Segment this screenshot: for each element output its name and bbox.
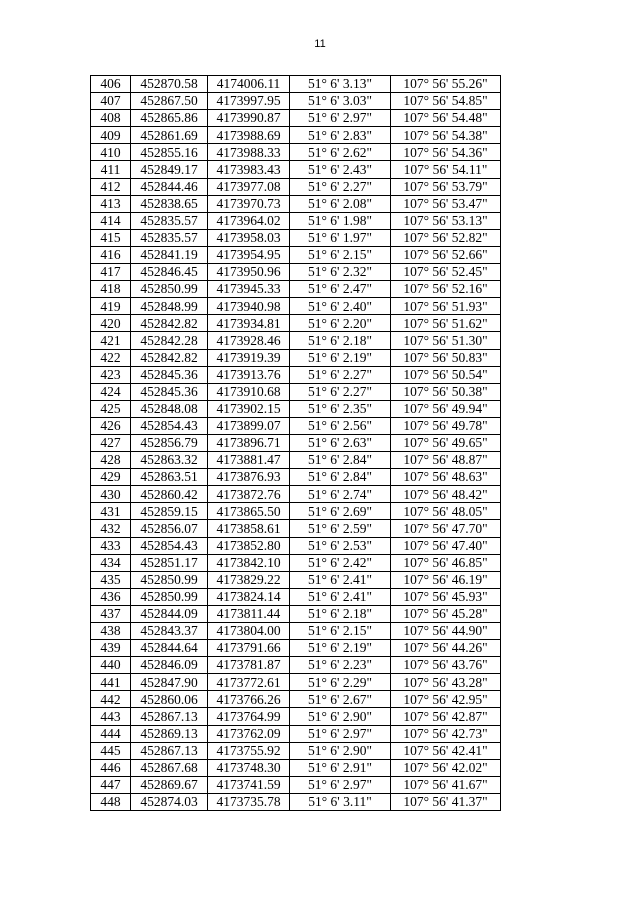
point-number-cell: 415	[91, 229, 131, 246]
longitude-cell: 107° 56' 51.62"	[391, 315, 501, 332]
x-coordinate-cell: 452846.09	[131, 657, 208, 674]
point-number-cell: 426	[91, 417, 131, 434]
y-coordinate-cell: 4173940.98	[208, 298, 290, 315]
y-coordinate-cell: 4173988.69	[208, 127, 290, 144]
table-row	[91, 486, 501, 503]
latitude-cell: 51° 6' 2.40"	[290, 298, 391, 315]
x-coordinate-cell: 452844.64	[131, 640, 208, 657]
latitude-cell: 51° 6' 3.11"	[290, 793, 391, 810]
longitude-cell: 107° 56' 47.40"	[391, 537, 501, 554]
point-number-cell: 413	[91, 195, 131, 212]
point-number-cell: 439	[91, 640, 131, 657]
longitude-cell: 107° 56' 54.11"	[391, 161, 501, 178]
point-number-cell: 443	[91, 708, 131, 725]
latitude-cell: 51° 6' 2.84"	[290, 452, 391, 469]
longitude-cell: 107° 56' 45.28"	[391, 605, 501, 622]
x-coordinate-cell: 452854.43	[131, 537, 208, 554]
y-coordinate-cell: 4173934.81	[208, 315, 290, 332]
x-coordinate-cell: 452850.99	[131, 281, 208, 298]
y-coordinate-cell: 4173741.59	[208, 776, 290, 793]
longitude-cell: 107° 56' 48.87"	[391, 452, 501, 469]
point-number-cell: 407	[91, 93, 131, 110]
point-number-cell: 411	[91, 161, 131, 178]
latitude-cell: 51° 6' 2.20"	[290, 315, 391, 332]
longitude-cell: 107° 56' 48.63"	[391, 469, 501, 486]
table-row	[91, 349, 501, 366]
x-coordinate-cell: 452842.28	[131, 332, 208, 349]
y-coordinate-cell: 4173735.78	[208, 793, 290, 810]
latitude-cell: 51° 6' 2.90"	[290, 708, 391, 725]
point-number-cell: 434	[91, 554, 131, 571]
table-row	[91, 623, 501, 640]
table-row	[91, 93, 501, 110]
y-coordinate-cell: 4173970.73	[208, 195, 290, 212]
latitude-cell: 51° 6' 2.41"	[290, 571, 391, 588]
point-number-cell: 424	[91, 383, 131, 400]
latitude-cell: 51° 6' 2.67"	[290, 691, 391, 708]
y-coordinate-cell: 4173829.22	[208, 571, 290, 588]
y-coordinate-cell: 4173755.92	[208, 742, 290, 759]
x-coordinate-cell: 452859.15	[131, 503, 208, 520]
point-number-cell: 419	[91, 298, 131, 315]
point-number-cell: 417	[91, 264, 131, 281]
point-number-cell: 448	[91, 793, 131, 810]
point-number-cell: 432	[91, 520, 131, 537]
point-number-cell: 437	[91, 605, 131, 622]
point-number-cell: 430	[91, 486, 131, 503]
x-coordinate-cell: 452870.58	[131, 76, 208, 93]
table-row	[91, 161, 501, 178]
point-number-cell: 414	[91, 212, 131, 229]
x-coordinate-cell: 452856.79	[131, 434, 208, 451]
table-row	[91, 725, 501, 742]
point-number-cell: 441	[91, 674, 131, 691]
y-coordinate-cell: 4173919.39	[208, 349, 290, 366]
x-coordinate-cell: 452860.42	[131, 486, 208, 503]
point-number-cell: 425	[91, 400, 131, 417]
point-number-cell: 416	[91, 246, 131, 263]
coordinates-table	[90, 75, 501, 811]
latitude-cell: 51° 6' 3.03"	[290, 93, 391, 110]
page-number: 11	[314, 38, 326, 50]
point-number-cell: 436	[91, 588, 131, 605]
y-coordinate-cell: 4173990.87	[208, 110, 290, 127]
longitude-cell: 107° 56' 50.54"	[391, 366, 501, 383]
latitude-cell: 51° 6' 2.63"	[290, 434, 391, 451]
latitude-cell: 51° 6' 2.59"	[290, 520, 391, 537]
table-row	[91, 110, 501, 127]
x-coordinate-cell: 452844.09	[131, 605, 208, 622]
latitude-cell: 51° 6' 2.19"	[290, 349, 391, 366]
coordinates-table-body	[91, 76, 501, 811]
y-coordinate-cell: 4173811.44	[208, 605, 290, 622]
latitude-cell: 51° 6' 1.98"	[290, 212, 391, 229]
table-row	[91, 640, 501, 657]
table-row	[91, 281, 501, 298]
longitude-cell: 107° 56' 42.87"	[391, 708, 501, 725]
x-coordinate-cell: 452850.99	[131, 571, 208, 588]
y-coordinate-cell: 4173881.47	[208, 452, 290, 469]
longitude-cell: 107° 56' 49.65"	[391, 434, 501, 451]
table-row	[91, 554, 501, 571]
x-coordinate-cell: 452835.57	[131, 229, 208, 246]
latitude-cell: 51° 6' 2.15"	[290, 623, 391, 640]
y-coordinate-cell: 4173958.03	[208, 229, 290, 246]
x-coordinate-cell: 452838.65	[131, 195, 208, 212]
y-coordinate-cell: 4173899.07	[208, 417, 290, 434]
y-coordinate-cell: 4173804.00	[208, 623, 290, 640]
latitude-cell: 51° 6' 2.43"	[290, 161, 391, 178]
table-row	[91, 400, 501, 417]
table-row	[91, 332, 501, 349]
table-row	[91, 144, 501, 161]
longitude-cell: 107° 56' 43.28"	[391, 674, 501, 691]
point-number-cell: 421	[91, 332, 131, 349]
point-number-cell: 445	[91, 742, 131, 759]
x-coordinate-cell: 452867.68	[131, 759, 208, 776]
table-row	[91, 315, 501, 332]
latitude-cell: 51° 6' 2.41"	[290, 588, 391, 605]
longitude-cell: 107° 56' 52.82"	[391, 229, 501, 246]
longitude-cell: 107° 56' 46.85"	[391, 554, 501, 571]
latitude-cell: 51° 6' 2.27"	[290, 366, 391, 383]
x-coordinate-cell: 452851.17	[131, 554, 208, 571]
x-coordinate-cell: 452849.17	[131, 161, 208, 178]
table-row	[91, 178, 501, 195]
longitude-cell: 107° 56' 51.93"	[391, 298, 501, 315]
y-coordinate-cell: 4173964.02	[208, 212, 290, 229]
latitude-cell: 51° 6' 2.23"	[290, 657, 391, 674]
longitude-cell: 107° 56' 52.16"	[391, 281, 501, 298]
table-row	[91, 605, 501, 622]
x-coordinate-cell: 452863.32	[131, 452, 208, 469]
point-number-cell: 412	[91, 178, 131, 195]
table-row	[91, 298, 501, 315]
table-row	[91, 520, 501, 537]
y-coordinate-cell: 4173852.80	[208, 537, 290, 554]
longitude-cell: 107° 56' 48.42"	[391, 486, 501, 503]
longitude-cell: 107° 56' 52.66"	[391, 246, 501, 263]
latitude-cell: 51° 6' 2.97"	[290, 110, 391, 127]
x-coordinate-cell: 452842.82	[131, 349, 208, 366]
x-coordinate-cell: 452874.03	[131, 793, 208, 810]
longitude-cell: 107° 56' 42.02"	[391, 759, 501, 776]
x-coordinate-cell: 452869.13	[131, 725, 208, 742]
latitude-cell: 51° 6' 2.69"	[290, 503, 391, 520]
latitude-cell: 51° 6' 2.74"	[290, 486, 391, 503]
latitude-cell: 51° 6' 2.08"	[290, 195, 391, 212]
latitude-cell: 51° 6' 2.97"	[290, 725, 391, 742]
table-row	[91, 759, 501, 776]
point-number-cell: 418	[91, 281, 131, 298]
point-number-cell: 406	[91, 76, 131, 93]
latitude-cell: 51° 6' 2.91"	[290, 759, 391, 776]
latitude-cell: 51° 6' 2.19"	[290, 640, 391, 657]
x-coordinate-cell: 452850.99	[131, 588, 208, 605]
table-row	[91, 657, 501, 674]
longitude-cell: 107° 56' 54.48"	[391, 110, 501, 127]
longitude-cell: 107° 56' 41.37"	[391, 793, 501, 810]
y-coordinate-cell: 4173858.61	[208, 520, 290, 537]
x-coordinate-cell: 452856.07	[131, 520, 208, 537]
longitude-cell: 107° 56' 50.83"	[391, 349, 501, 366]
longitude-cell: 107° 56' 43.76"	[391, 657, 501, 674]
table-row	[91, 195, 501, 212]
table-row	[91, 229, 501, 246]
x-coordinate-cell: 452845.36	[131, 366, 208, 383]
point-number-cell: 427	[91, 434, 131, 451]
y-coordinate-cell: 4173748.30	[208, 759, 290, 776]
point-number-cell: 429	[91, 469, 131, 486]
point-number-cell: 422	[91, 349, 131, 366]
longitude-cell: 107° 56' 54.36"	[391, 144, 501, 161]
point-number-cell: 410	[91, 144, 131, 161]
table-row	[91, 571, 501, 588]
latitude-cell: 51° 6' 2.47"	[290, 281, 391, 298]
x-coordinate-cell: 452863.51	[131, 469, 208, 486]
y-coordinate-cell: 4174006.11	[208, 76, 290, 93]
point-number-cell: 433	[91, 537, 131, 554]
latitude-cell: 51° 6' 2.27"	[290, 178, 391, 195]
y-coordinate-cell: 4173997.95	[208, 93, 290, 110]
y-coordinate-cell: 4173896.71	[208, 434, 290, 451]
point-number-cell: 420	[91, 315, 131, 332]
longitude-cell: 107° 56' 47.70"	[391, 520, 501, 537]
point-number-cell: 446	[91, 759, 131, 776]
y-coordinate-cell: 4173983.43	[208, 161, 290, 178]
table-row	[91, 537, 501, 554]
point-number-cell: 440	[91, 657, 131, 674]
table-row	[91, 417, 501, 434]
longitude-cell: 107° 56' 44.90"	[391, 623, 501, 640]
table-row	[91, 503, 501, 520]
x-coordinate-cell: 452867.50	[131, 93, 208, 110]
point-number-cell: 409	[91, 127, 131, 144]
table-row	[91, 383, 501, 400]
latitude-cell: 51° 6' 2.97"	[290, 776, 391, 793]
longitude-cell: 107° 56' 41.67"	[391, 776, 501, 793]
table-row	[91, 434, 501, 451]
y-coordinate-cell: 4173824.14	[208, 588, 290, 605]
point-number-cell: 447	[91, 776, 131, 793]
x-coordinate-cell: 452842.82	[131, 315, 208, 332]
latitude-cell: 51° 6' 2.29"	[290, 674, 391, 691]
longitude-cell: 107° 56' 51.30"	[391, 332, 501, 349]
y-coordinate-cell: 4173865.50	[208, 503, 290, 520]
y-coordinate-cell: 4173988.33	[208, 144, 290, 161]
point-number-cell: 431	[91, 503, 131, 520]
y-coordinate-cell: 4173791.66	[208, 640, 290, 657]
longitude-cell: 107° 56' 44.26"	[391, 640, 501, 657]
x-coordinate-cell: 452869.67	[131, 776, 208, 793]
longitude-cell: 107° 56' 55.26"	[391, 76, 501, 93]
latitude-cell: 51° 6' 2.83"	[290, 127, 391, 144]
x-coordinate-cell: 452865.86	[131, 110, 208, 127]
x-coordinate-cell: 452854.43	[131, 417, 208, 434]
y-coordinate-cell: 4173872.76	[208, 486, 290, 503]
y-coordinate-cell: 4173945.33	[208, 281, 290, 298]
latitude-cell: 51° 6' 2.62"	[290, 144, 391, 161]
y-coordinate-cell: 4173977.08	[208, 178, 290, 195]
table-row	[91, 366, 501, 383]
longitude-cell: 107° 56' 53.47"	[391, 195, 501, 212]
y-coordinate-cell: 4173950.96	[208, 264, 290, 281]
table-row	[91, 264, 501, 281]
table-row	[91, 708, 501, 725]
longitude-cell: 107° 56' 46.19"	[391, 571, 501, 588]
y-coordinate-cell: 4173954.95	[208, 246, 290, 263]
point-number-cell: 423	[91, 366, 131, 383]
y-coordinate-cell: 4173842.10	[208, 554, 290, 571]
table-row	[91, 742, 501, 759]
y-coordinate-cell: 4173764.99	[208, 708, 290, 725]
y-coordinate-cell: 4173928.46	[208, 332, 290, 349]
x-coordinate-cell: 452845.36	[131, 383, 208, 400]
latitude-cell: 51° 6' 2.35"	[290, 400, 391, 417]
point-number-cell: 408	[91, 110, 131, 127]
table-row	[91, 588, 501, 605]
y-coordinate-cell: 4173910.68	[208, 383, 290, 400]
table-row	[91, 793, 501, 810]
x-coordinate-cell: 452848.99	[131, 298, 208, 315]
x-coordinate-cell: 452867.13	[131, 708, 208, 725]
latitude-cell: 51° 6' 2.18"	[290, 332, 391, 349]
longitude-cell: 107° 56' 49.94"	[391, 400, 501, 417]
y-coordinate-cell: 4173772.61	[208, 674, 290, 691]
longitude-cell: 107° 56' 42.95"	[391, 691, 501, 708]
table-row	[91, 212, 501, 229]
longitude-cell: 107° 56' 42.73"	[391, 725, 501, 742]
latitude-cell: 51° 6' 2.42"	[290, 554, 391, 571]
latitude-cell: 51° 6' 2.32"	[290, 264, 391, 281]
x-coordinate-cell: 452860.06	[131, 691, 208, 708]
x-coordinate-cell: 452846.45	[131, 264, 208, 281]
longitude-cell: 107° 56' 54.85"	[391, 93, 501, 110]
longitude-cell: 107° 56' 50.38"	[391, 383, 501, 400]
y-coordinate-cell: 4173913.76	[208, 366, 290, 383]
point-number-cell: 442	[91, 691, 131, 708]
x-coordinate-cell: 452847.90	[131, 674, 208, 691]
table-row	[91, 76, 501, 93]
longitude-cell: 107° 56' 49.78"	[391, 417, 501, 434]
point-number-cell: 444	[91, 725, 131, 742]
longitude-cell: 107° 56' 53.79"	[391, 178, 501, 195]
longitude-cell: 107° 56' 52.45"	[391, 264, 501, 281]
y-coordinate-cell: 4173902.15	[208, 400, 290, 417]
table-row	[91, 127, 501, 144]
table-row	[91, 246, 501, 263]
table-row	[91, 469, 501, 486]
table-row	[91, 452, 501, 469]
x-coordinate-cell: 452841.19	[131, 246, 208, 263]
latitude-cell: 51° 6' 1.97"	[290, 229, 391, 246]
y-coordinate-cell: 4173876.93	[208, 469, 290, 486]
x-coordinate-cell: 452867.13	[131, 742, 208, 759]
x-coordinate-cell: 452855.16	[131, 144, 208, 161]
latitude-cell: 51° 6' 2.15"	[290, 246, 391, 263]
x-coordinate-cell: 452844.46	[131, 178, 208, 195]
latitude-cell: 51° 6' 2.27"	[290, 383, 391, 400]
table-row	[91, 776, 501, 793]
longitude-cell: 107° 56' 48.05"	[391, 503, 501, 520]
latitude-cell: 51° 6' 2.18"	[290, 605, 391, 622]
longitude-cell: 107° 56' 42.41"	[391, 742, 501, 759]
x-coordinate-cell: 452861.69	[131, 127, 208, 144]
y-coordinate-cell: 4173766.26	[208, 691, 290, 708]
point-number-cell: 428	[91, 452, 131, 469]
x-coordinate-cell: 452848.08	[131, 400, 208, 417]
latitude-cell: 51° 6' 2.90"	[290, 742, 391, 759]
latitude-cell: 51° 6' 2.56"	[290, 417, 391, 434]
y-coordinate-cell: 4173781.87	[208, 657, 290, 674]
latitude-cell: 51° 6' 2.53"	[290, 537, 391, 554]
longitude-cell: 107° 56' 45.93"	[391, 588, 501, 605]
latitude-cell: 51° 6' 2.84"	[290, 469, 391, 486]
x-coordinate-cell: 452843.37	[131, 623, 208, 640]
point-number-cell: 438	[91, 623, 131, 640]
y-coordinate-cell: 4173762.09	[208, 725, 290, 742]
table-row	[91, 691, 501, 708]
latitude-cell: 51° 6' 3.13"	[290, 76, 391, 93]
longitude-cell: 107° 56' 54.38"	[391, 127, 501, 144]
x-coordinate-cell: 452835.57	[131, 212, 208, 229]
longitude-cell: 107° 56' 53.13"	[391, 212, 501, 229]
table-row	[91, 674, 501, 691]
point-number-cell: 435	[91, 571, 131, 588]
